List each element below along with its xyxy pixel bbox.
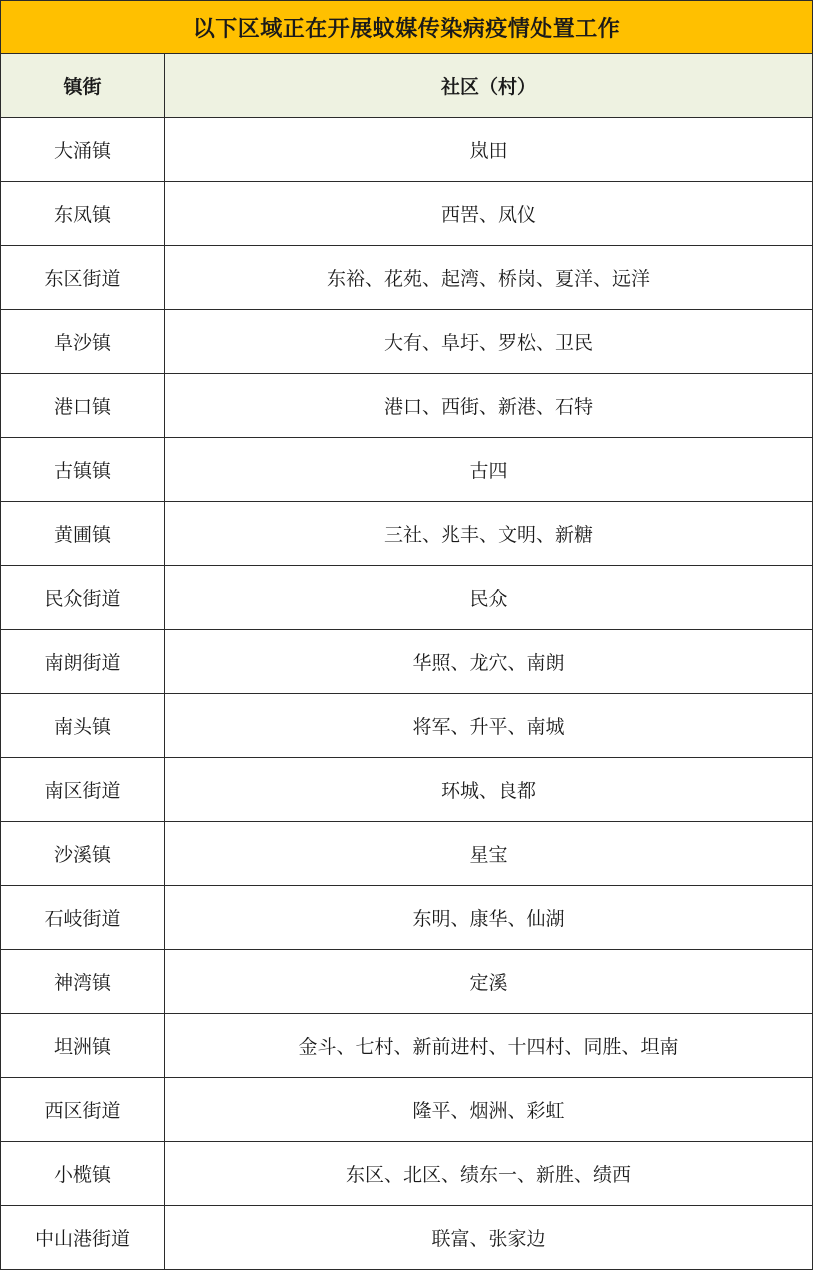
town-cell: 大涌镇 [1, 118, 165, 182]
column-header-town: 镇街 [1, 54, 165, 118]
town-cell: 石岐街道 [1, 886, 165, 950]
town-cell: 坦洲镇 [1, 1014, 165, 1078]
table-row [1, 758, 813, 822]
town-cell: 东凤镇 [1, 182, 165, 246]
table-row [1, 1078, 813, 1142]
communities-cell: 隆平、烟洲、彩虹 [165, 1078, 813, 1142]
communities-cell: 联富、张家边 [165, 1206, 813, 1270]
town-cell: 民众街道 [1, 566, 165, 630]
table-row [1, 886, 813, 950]
table-row [1, 630, 813, 694]
table-row [1, 1206, 813, 1270]
town-cell: 古镇镇 [1, 438, 165, 502]
table-row [1, 950, 813, 1014]
town-cell: 小榄镇 [1, 1142, 165, 1206]
table-row [1, 182, 813, 246]
town-cell: 神湾镇 [1, 950, 165, 1014]
communities-cell: 环城、良都 [165, 758, 813, 822]
table-row [1, 566, 813, 630]
table-row [1, 310, 813, 374]
communities-cell: 东区、北区、绩东一、新胜、绩西 [165, 1142, 813, 1206]
communities-cell: 金斗、七村、新前进村、十四村、同胜、坦南 [165, 1014, 813, 1078]
table-body [1, 118, 813, 1270]
table-title: 以下区域正在开展蚊媒传染病疫情处置工作 [1, 1, 813, 54]
table-row [1, 246, 813, 310]
table-row [1, 1142, 813, 1206]
column-header-row [1, 54, 813, 118]
town-cell: 黄圃镇 [1, 502, 165, 566]
table-row [1, 374, 813, 438]
communities-cell: 将军、升平、南城 [165, 694, 813, 758]
town-cell: 南头镇 [1, 694, 165, 758]
communities-cell: 三社、兆丰、文明、新糖 [165, 502, 813, 566]
communities-cell: 星宝 [165, 822, 813, 886]
town-cell: 南区街道 [1, 758, 165, 822]
table-row [1, 118, 813, 182]
town-cell: 西区街道 [1, 1078, 165, 1142]
communities-cell: 定溪 [165, 950, 813, 1014]
communities-cell: 西罟、凤仪 [165, 182, 813, 246]
communities-cell: 大有、阜圩、罗松、卫民 [165, 310, 813, 374]
communities-cell: 华照、龙穴、南朗 [165, 630, 813, 694]
communities-cell: 岚田 [165, 118, 813, 182]
communities-cell: 东裕、花苑、起湾、桥岗、夏洋、远洋 [165, 246, 813, 310]
town-cell: 南朗街道 [1, 630, 165, 694]
communities-cell: 古四 [165, 438, 813, 502]
town-cell: 港口镇 [1, 374, 165, 438]
table-row [1, 822, 813, 886]
town-cell: 中山港街道 [1, 1206, 165, 1270]
communities-cell: 民众 [165, 566, 813, 630]
table-row [1, 502, 813, 566]
table-row [1, 438, 813, 502]
table-row [1, 1014, 813, 1078]
town-cell: 阜沙镇 [1, 310, 165, 374]
town-cell: 沙溪镇 [1, 822, 165, 886]
communities-cell: 港口、西街、新港、石特 [165, 374, 813, 438]
communities-cell: 东明、康华、仙湖 [165, 886, 813, 950]
column-header-communities: 社区（村） [165, 54, 813, 118]
table-title-row [1, 1, 813, 54]
table-row [1, 694, 813, 758]
town-cell: 东区街道 [1, 246, 165, 310]
